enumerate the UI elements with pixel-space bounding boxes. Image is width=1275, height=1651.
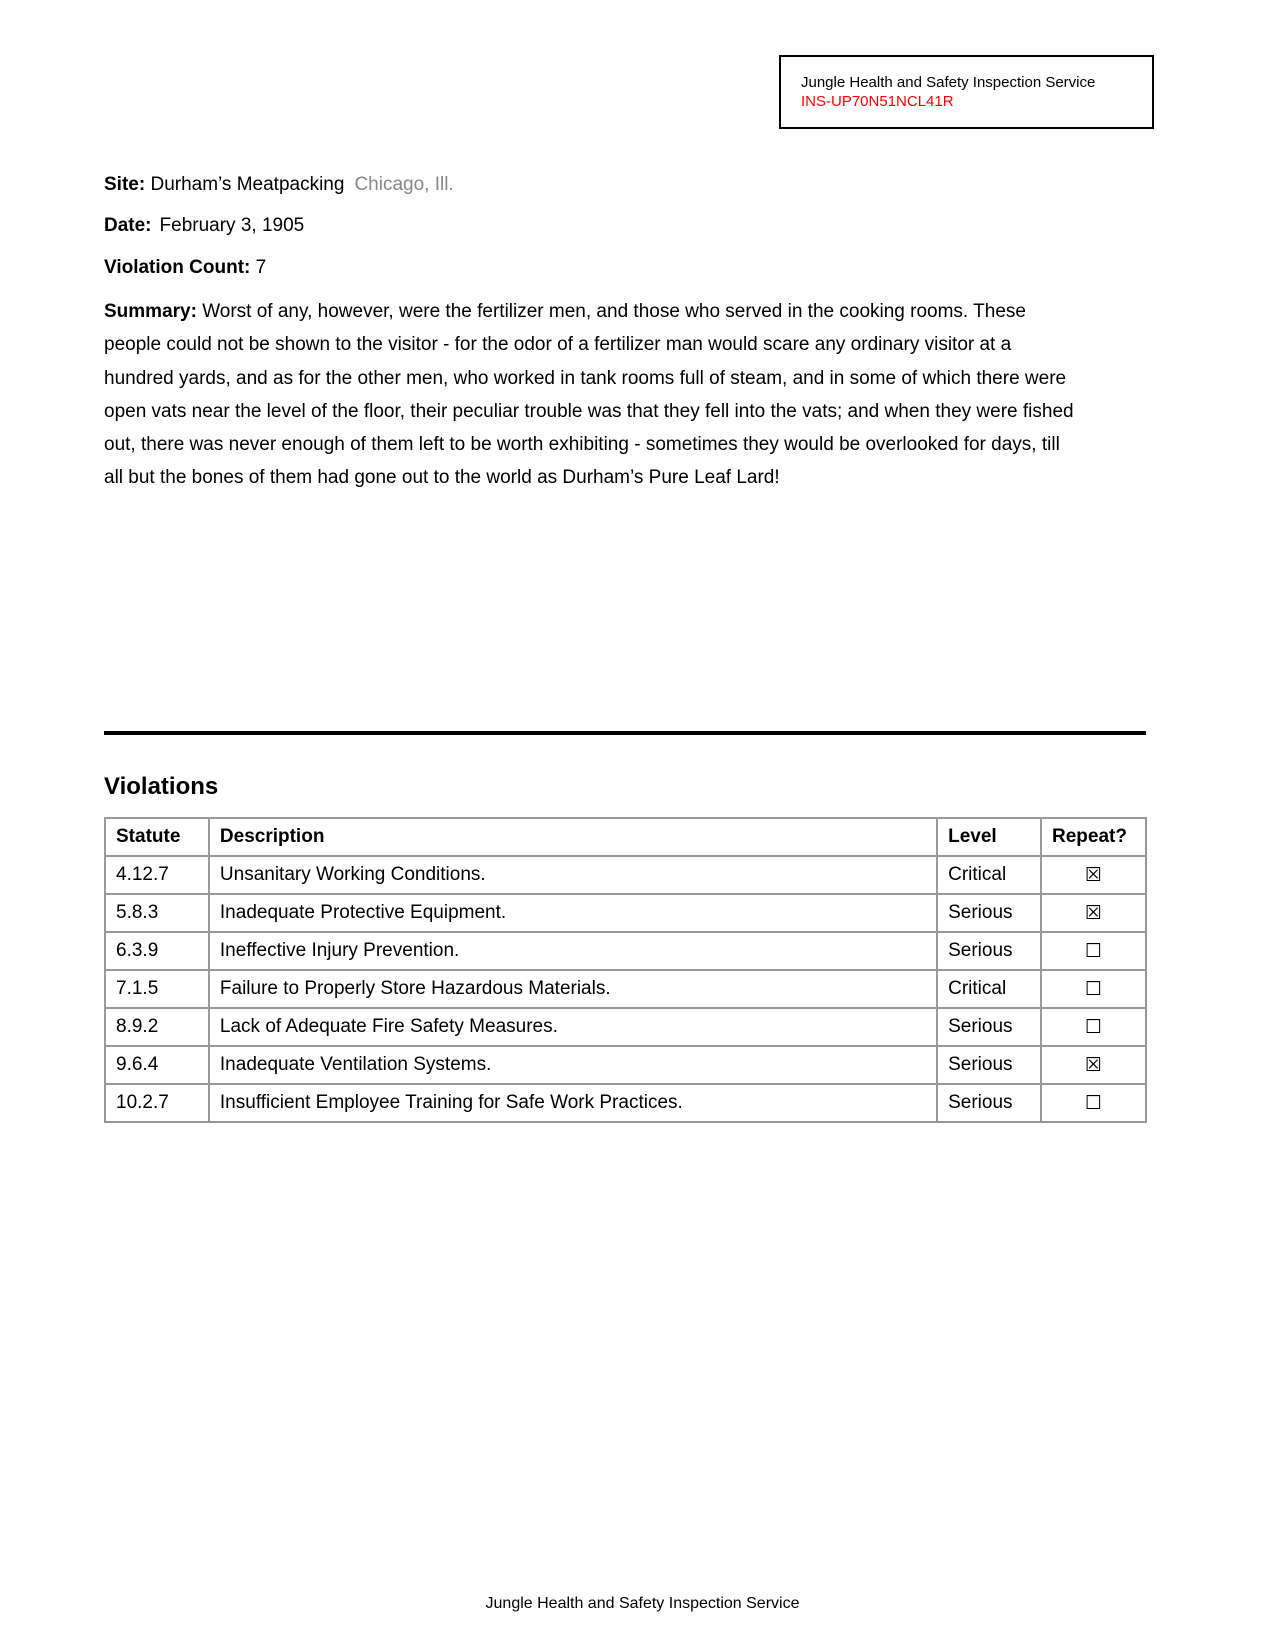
repeat-checkbox: ☐: [1041, 932, 1146, 970]
repeat-checkbox: ☒: [1041, 1046, 1146, 1084]
description-cell: Insufficient Employee Training for Safe Work Practices.: [209, 1084, 937, 1122]
description-cell: Inadequate Ventilation Systems.: [209, 1046, 937, 1084]
violations-table: [104, 817, 1147, 1123]
statute-cell: 7.1.5: [105, 970, 209, 1008]
level-cell: Serious: [937, 1008, 1041, 1046]
summary-text: Worst of any, however, were the fertilizer men, and those who served in the cooking rooms. These people could not be shown to the visitor - for the odor of a fertilizer man would scare any ordinary visitor at a hundred yards, and as for the other men, who worked in tank rooms full of steam, and in some of which there were open vats near the level of the floor, their peculiar trouble was that they fell into the vats; and when they were fished out, there was never enough of them left to be worth exhibiting - sometimes they would be overlooked for days, till all but the bones of them had gone out to the world as Durham’s Pure Leaf Lard!: [104, 301, 1074, 489]
section-divider: [104, 731, 1146, 735]
page-footer: Jungle Health and Safety Inspection Service: [485, 1595, 800, 1612]
description-cell: Failure to Properly Store Hazardous Materials.: [209, 970, 937, 1008]
violation-count-field: [104, 256, 266, 280]
agency-name: Jungle Health and Safety Inspection Service: [801, 74, 1096, 91]
repeat-checkbox: ☒: [1041, 894, 1146, 932]
inspection-id: INS-UP70N51NCL41R: [801, 93, 954, 110]
level-cell: Serious: [937, 1084, 1041, 1122]
statute-cell: 8.9.2: [105, 1008, 209, 1046]
description-cell: Inadequate Protective Equipment.: [209, 894, 937, 932]
table-row: [105, 856, 1146, 894]
level-cell: Critical: [937, 856, 1041, 894]
site-location: Chicago, Ill.: [354, 174, 454, 195]
date-field: [104, 214, 304, 238]
table-row: [105, 1046, 1146, 1084]
table-header-row: [105, 818, 1146, 856]
violations-title: Violations: [104, 773, 219, 800]
site-label: Site:: [104, 174, 146, 195]
statute-cell: 9.6.4: [105, 1046, 209, 1084]
table-row: [105, 1008, 1146, 1046]
description-cell: Unsanitary Working Conditions.: [209, 856, 937, 894]
description-cell: Lack of Adequate Fire Safety Measures.: [209, 1008, 937, 1046]
site-field: [104, 173, 454, 197]
table-row: [105, 932, 1146, 970]
column-header-description: Description: [209, 818, 937, 856]
level-cell: Serious: [937, 932, 1041, 970]
description-cell: Ineffective Injury Prevention.: [209, 932, 937, 970]
column-header-level: Level: [937, 818, 1041, 856]
statute-cell: 10.2.7: [105, 1084, 209, 1122]
summary-label: Summary:: [104, 301, 197, 322]
table-row: [105, 1084, 1146, 1122]
agency-header-box: [779, 55, 1154, 129]
violation-count-label: Violation Count:: [104, 257, 251, 278]
repeat-checkbox: ☐: [1041, 970, 1146, 1008]
column-header-statute: Statute: [105, 818, 209, 856]
date-value: February 3, 1905: [159, 215, 305, 236]
repeat-checkbox: ☒: [1041, 856, 1146, 894]
level-cell: Serious: [937, 894, 1041, 932]
level-cell: Serious: [937, 1046, 1041, 1084]
site-name: Durham’s Meatpacking: [150, 174, 345, 195]
level-cell: Critical: [937, 970, 1041, 1008]
table-row: [105, 894, 1146, 932]
table-row: [105, 970, 1146, 1008]
repeat-checkbox: ☐: [1041, 1084, 1146, 1122]
violation-count-value: 7: [255, 257, 267, 278]
repeat-checkbox: ☐: [1041, 1008, 1146, 1046]
summary-paragraph: [104, 295, 1074, 495]
statute-cell: 5.8.3: [105, 894, 209, 932]
statute-cell: 6.3.9: [105, 932, 209, 970]
date-label: Date:: [104, 215, 152, 236]
statute-cell: 4.12.7: [105, 856, 209, 894]
column-header-repeat: Repeat?: [1041, 818, 1146, 856]
